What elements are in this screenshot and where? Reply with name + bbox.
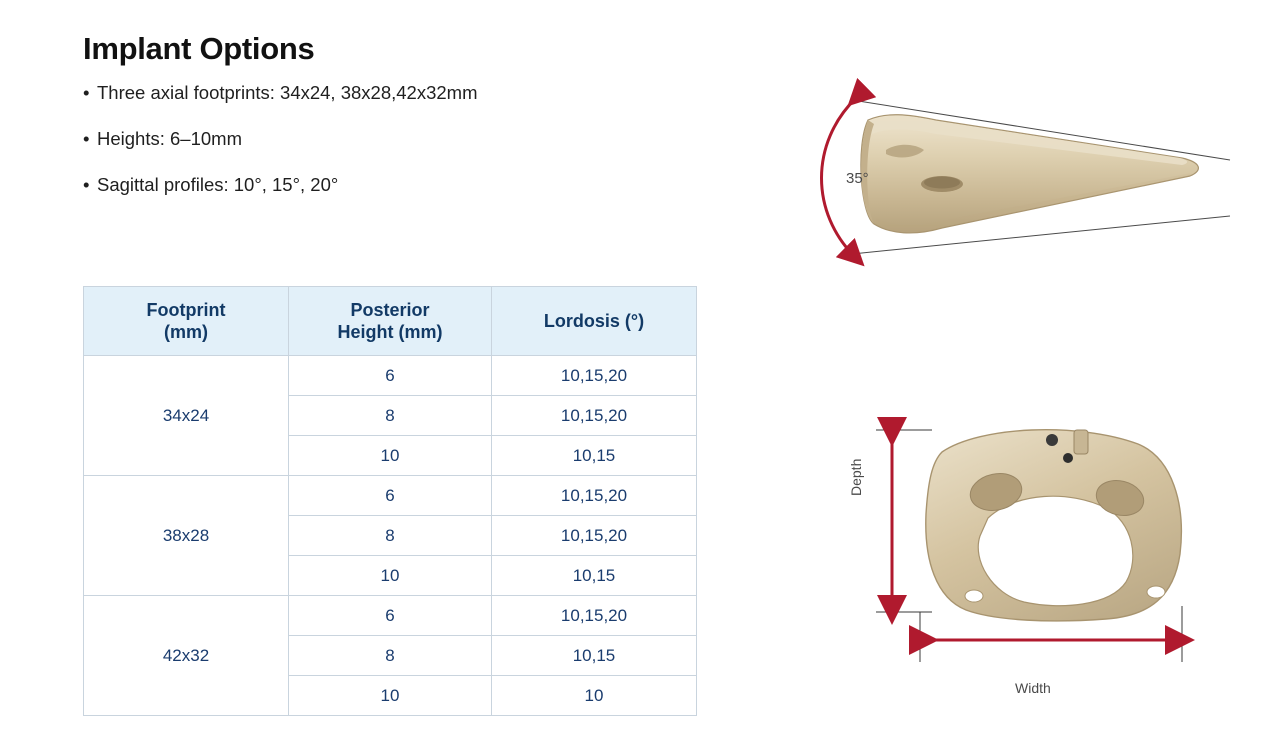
width-label: Width (1015, 680, 1051, 696)
axial-view-illustration (820, 400, 1240, 680)
list-item (83, 173, 723, 198)
column-header-footprint (84, 287, 289, 356)
implant-spec-table (83, 286, 697, 716)
cell-height: 10 (289, 556, 492, 596)
cell-lordosis: 10,15 (492, 636, 697, 676)
list-item (83, 81, 723, 106)
bullet-list (83, 81, 723, 198)
implant-lateral-body (861, 115, 1199, 233)
cell-height: 6 (289, 356, 492, 396)
bullet-marker-icon: • (83, 82, 90, 104)
radiographic-marker-right (1147, 586, 1165, 598)
column-header-lordosis-line1: Lordosis (°) (543, 310, 645, 331)
column-header-lordosis (492, 287, 697, 356)
cell-lordosis: 10,15 (492, 436, 697, 476)
cell-lordosis: 10 (492, 676, 697, 716)
column-header-height-line2: Height (mm) (337, 322, 443, 342)
column-header-posterior-height (289, 287, 492, 356)
instrument-slot (1074, 430, 1088, 454)
cell-lordosis: 10,15,20 (492, 476, 697, 516)
bullet-marker-icon: • (83, 174, 90, 196)
cell-height: 6 (289, 476, 492, 516)
bullet-marker-icon: • (83, 128, 90, 150)
angle-label: 35° (846, 170, 869, 187)
implant-oval-port-inner (924, 177, 960, 189)
cell-lordosis: 10,15,20 (492, 516, 697, 556)
depth-label: Depth (848, 458, 864, 496)
column-header-height-line1: Posterior (350, 299, 430, 320)
cell-height: 8 (289, 636, 492, 676)
table-header (84, 287, 697, 356)
radiographic-marker-left (965, 590, 983, 602)
content-column (83, 30, 723, 219)
cell-height: 6 (289, 596, 492, 636)
cell-lordosis: 10,15,20 (492, 396, 697, 436)
table-row (84, 356, 697, 396)
cell-height: 8 (289, 516, 492, 556)
cell-footprint: 38x28 (84, 476, 289, 596)
table-header-row (84, 287, 697, 356)
cell-footprint: 42x32 (84, 596, 289, 716)
instrument-hole-top (1046, 434, 1058, 446)
cell-height: 8 (289, 396, 492, 436)
cell-lordosis: 10,15,20 (492, 356, 697, 396)
figure-lateral-view (790, 58, 1240, 298)
list-item-label: Heights: 6–10mm (97, 128, 242, 150)
figure-axial-view (820, 400, 1240, 720)
table-row (84, 476, 697, 516)
list-item-label: Three axial footprints: 34x24, 38x28,42x32mm (97, 82, 478, 104)
table-body (84, 356, 697, 716)
cell-lordosis: 10,15 (492, 556, 697, 596)
column-header-footprint-line2: (mm) (164, 322, 208, 342)
cell-lordosis: 10,15,20 (492, 596, 697, 636)
cell-height: 10 (289, 676, 492, 716)
cell-height: 10 (289, 436, 492, 476)
list-item (83, 127, 723, 152)
cell-footprint: 34x24 (84, 356, 289, 476)
instrument-hole-second (1063, 453, 1073, 463)
page-title: Implant Options (83, 31, 315, 66)
column-header-footprint-line1: Footprint (146, 299, 226, 320)
table-row (84, 596, 697, 636)
list-item-label: Sagittal profiles: 10°, 15°, 20° (97, 174, 339, 196)
